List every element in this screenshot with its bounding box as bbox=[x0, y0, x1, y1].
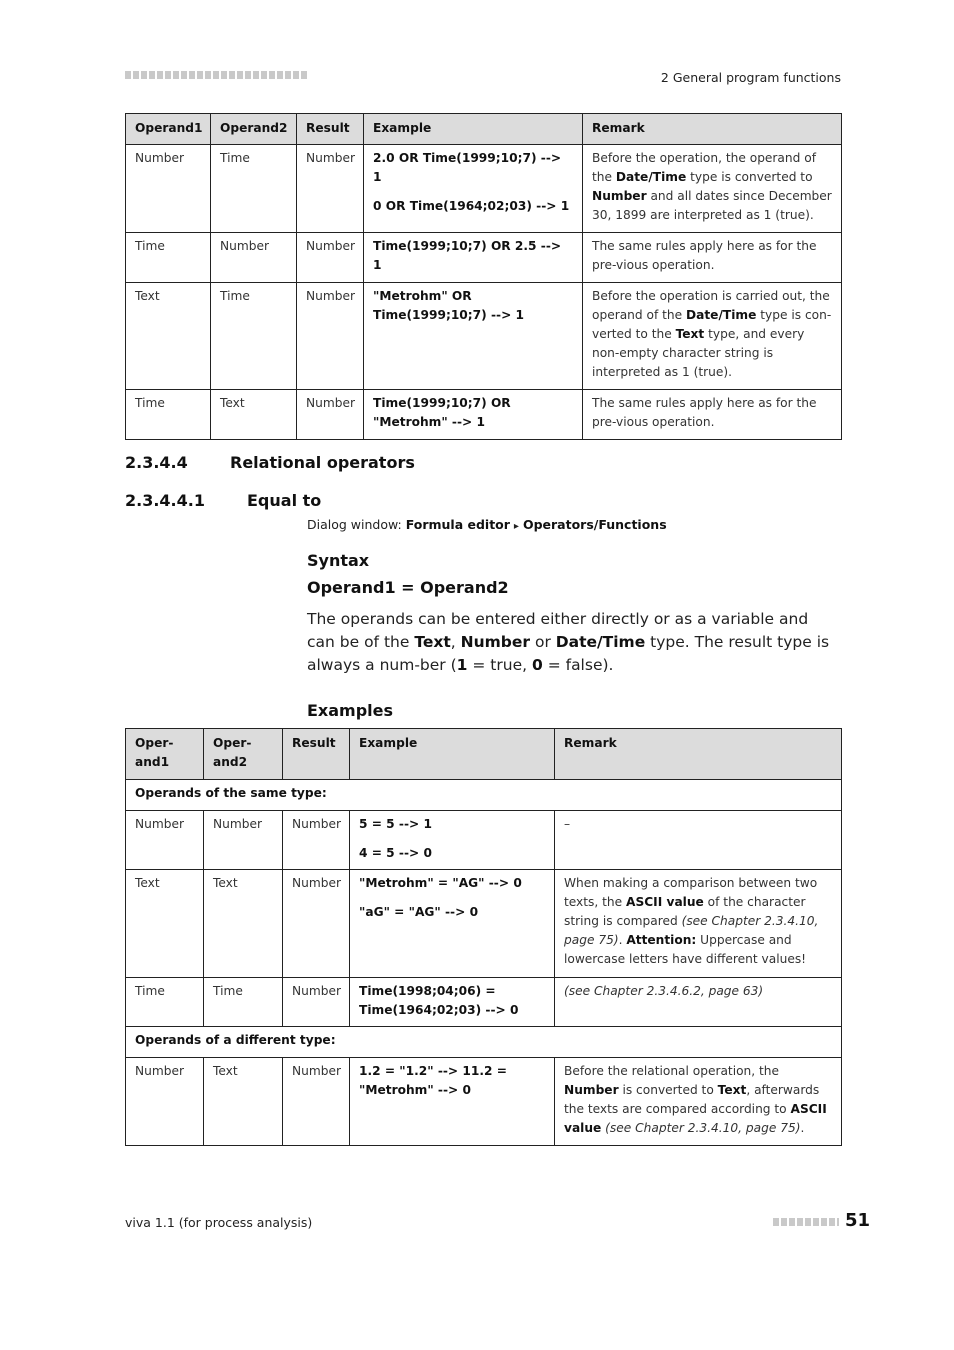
footer-product: viva 1.1 (for process analysis) bbox=[125, 1215, 313, 1230]
cell-result: Number bbox=[283, 1058, 350, 1146]
cell-operand1: Number bbox=[126, 811, 204, 870]
syntax-expression: Operand1 = Operand2 bbox=[307, 578, 509, 597]
cell-example: 1.2 = "1.2" --> 11.2 = "Metrohm" --> 0 bbox=[350, 1058, 555, 1146]
cell-result: Number bbox=[297, 233, 364, 283]
col-header: Remark bbox=[583, 114, 842, 145]
section-title: Relational operators bbox=[230, 453, 415, 472]
cell-operand2: Number bbox=[211, 233, 297, 283]
examples-heading: Examples bbox=[307, 701, 394, 720]
cell-example: Time(1999;10;7) OR "Metrohm" --> 1 bbox=[364, 390, 583, 440]
cell-remark: Before the relational operation, the Number is converted to Text, afterwards the texts are compared according to ASCII value (see Chapter 2.3.4.10, page 75). bbox=[555, 1058, 842, 1146]
subsection-number: 2.3.4.4.1 bbox=[125, 491, 205, 510]
cell-example: "Metrohm" OR Time(1999;10;7) --> 1 bbox=[364, 283, 583, 390]
syntax-heading: Syntax bbox=[307, 551, 370, 570]
cell-result: Number bbox=[283, 870, 350, 978]
cell-result: Number bbox=[297, 283, 364, 390]
group-row bbox=[126, 780, 842, 811]
table-row bbox=[126, 1058, 842, 1146]
cell-result: Number bbox=[283, 978, 350, 1027]
col-header: Operand2 bbox=[211, 114, 297, 145]
cell-operand2: Time bbox=[204, 978, 283, 1027]
cell-operand1: Time bbox=[126, 390, 211, 440]
table-row bbox=[126, 870, 842, 978]
cell-example: 5 = 5 --> 1 4 = 5 --> 0 bbox=[350, 811, 555, 870]
cell-operand1: Number bbox=[126, 145, 211, 233]
table-row bbox=[126, 390, 842, 440]
cell-result: Number bbox=[297, 390, 364, 440]
cell-operand2: Time bbox=[211, 145, 297, 233]
cell-remark: The same rules apply here as for the pre-vious operation. bbox=[583, 390, 842, 440]
cell-operand2: Text bbox=[204, 870, 283, 978]
cell-operand1: Time bbox=[126, 233, 211, 283]
cell-result: Number bbox=[297, 145, 364, 233]
col-header: Result bbox=[297, 114, 364, 145]
table-row bbox=[126, 283, 842, 390]
cell-operand1: Text bbox=[126, 870, 204, 978]
header-decoration bbox=[125, 71, 307, 79]
cell-operand2: Text bbox=[204, 1058, 283, 1146]
table-row bbox=[126, 978, 842, 1027]
cell-remark: The same rules apply here as for the pre-vious operation. bbox=[583, 233, 842, 283]
cell-example: Time(1999;10;7) OR 2.5 --> 1 bbox=[364, 233, 583, 283]
cell-operand2: Number bbox=[204, 811, 283, 870]
footer-decoration bbox=[773, 1218, 839, 1226]
cell-operand1: Text bbox=[126, 283, 211, 390]
cell-operand1: Time bbox=[126, 978, 204, 1027]
cell-operand2: Time bbox=[211, 283, 297, 390]
col-header: Operand1 bbox=[126, 114, 211, 145]
running-header: 2 General program functions bbox=[660, 70, 841, 85]
cell-example: Time(1998;04;06) = Time(1964;02;03) --> 0 bbox=[350, 978, 555, 1027]
section-heading bbox=[125, 453, 415, 472]
col-header: Oper-and1 bbox=[126, 729, 204, 780]
col-header: Remark bbox=[555, 729, 842, 780]
table-row bbox=[126, 811, 842, 870]
triangle-right-icon: ▸ bbox=[513, 521, 519, 532]
page-number: 51 bbox=[845, 1210, 871, 1231]
cell-result: Number bbox=[283, 811, 350, 870]
subsection-title: Equal to bbox=[247, 491, 322, 510]
section-number: 2.3.4.4 bbox=[125, 453, 188, 472]
table-row bbox=[126, 233, 842, 283]
cell-remark: When making a comparison between two texts, the ASCII value of the character string is compared (see Chapter 2.3.4.10, page 75). Attention: Uppercase and lowercase letters have different values! bbox=[555, 870, 842, 978]
cell-remark: Before the operation is carried out, the operand of the Date/Time type is con-verted to the Text type, and every non-empty character string is interpreted as 1 (true). bbox=[583, 283, 842, 390]
col-header: Result bbox=[283, 729, 350, 780]
operator-table-or bbox=[125, 113, 842, 440]
cell-operand1: Number bbox=[126, 1058, 204, 1146]
col-header: Example bbox=[364, 114, 583, 145]
table-header-row bbox=[126, 114, 842, 145]
equal-to-examples-table bbox=[125, 728, 842, 1146]
cell-remark: – bbox=[555, 811, 842, 870]
dialog-path: Dialog window: Formula editor ▸ Operators/Functions bbox=[307, 517, 667, 532]
col-header: Example bbox=[350, 729, 555, 780]
description-paragraph: The operands can be entered either directly or as a variable and can be of the Text, Number or Date/Time type. The result type is always a num-ber (1 = true, 0 = false). bbox=[307, 610, 830, 674]
group-label: Operands of a different type: bbox=[126, 1027, 842, 1058]
cell-operand2: Text bbox=[211, 390, 297, 440]
group-label: Operands of the same type: bbox=[126, 780, 842, 811]
cell-remark: Before the operation, the operand of the Date/Time type is converted to Number and all dates since December 30, 1899 are interpreted as 1 (true). bbox=[583, 145, 842, 233]
cell-example: "Metrohm" = "AG" --> 0 "aG" = "AG" --> 0 bbox=[350, 870, 555, 978]
cell-example: 2.0 OR Time(1999;10;7) --> 1 0 OR Time(1964;02;03) --> 1 bbox=[364, 145, 583, 233]
table-header-row bbox=[126, 729, 842, 780]
cell-remark: (see Chapter 2.3.4.6.2, page 63) bbox=[555, 978, 842, 1027]
table-row bbox=[126, 145, 842, 233]
group-row bbox=[126, 1027, 842, 1058]
subsection-heading bbox=[125, 491, 322, 510]
col-header: Oper-and2 bbox=[204, 729, 283, 780]
